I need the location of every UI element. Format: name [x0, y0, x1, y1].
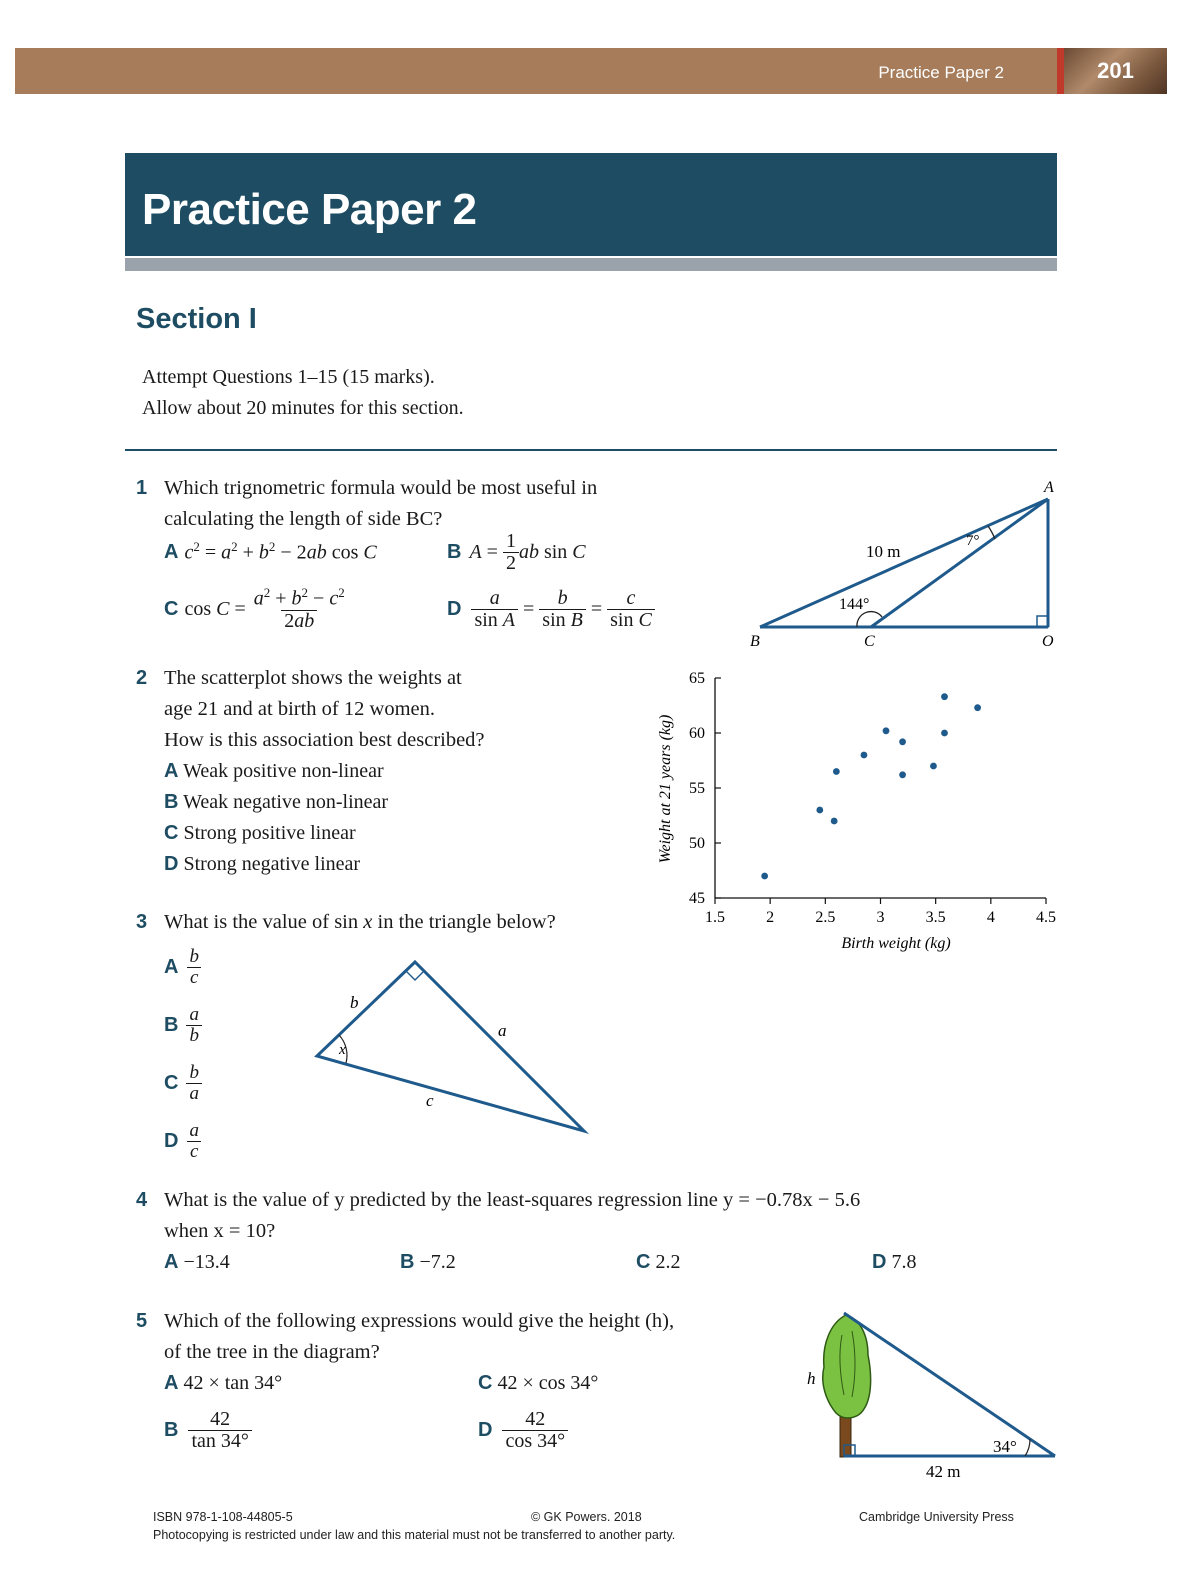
- angle-x-label: x: [339, 1042, 346, 1058]
- q5-option-b[interactable]: [164, 1404, 252, 1456]
- fraction-num: 42: [525, 1407, 546, 1430]
- base-label: 42 m: [926, 1462, 961, 1481]
- fraction-num: b: [189, 946, 199, 967]
- section-heading: Section I: [136, 303, 257, 335]
- question-number-3: 3: [136, 911, 148, 933]
- q4-option-c[interactable]: [636, 1251, 680, 1274]
- q3-text-var: x: [363, 911, 373, 933]
- angle-c-label: 144°: [839, 596, 870, 613]
- option-text: 7.8: [891, 1251, 917, 1273]
- right-angle-marker: [406, 962, 424, 980]
- vertex-b-label: B: [750, 633, 760, 650]
- fraction-den: c: [187, 967, 201, 988]
- option-fraction: [188, 1409, 251, 1452]
- footer-isbn: ISBN 978-1-108-44805-5: [153, 1510, 293, 1524]
- hypotenuse: [844, 1313, 1055, 1456]
- header-separator: [1057, 48, 1064, 94]
- q1-line-2: calculating the length of side BC?: [164, 508, 443, 530]
- q1-option-a[interactable]: [164, 530, 377, 574]
- vertex-o-label: O: [1042, 633, 1054, 650]
- fraction-num: a: [189, 1004, 199, 1025]
- x-tick-label: 4.5: [1036, 909, 1056, 926]
- scatter-axes: [689, 670, 1056, 926]
- side-b-label: b: [350, 993, 359, 1012]
- angle-arc: [1025, 1439, 1030, 1456]
- q2-option-c[interactable]: [164, 822, 356, 845]
- option-letter: D: [478, 1418, 493, 1441]
- section-divider: [125, 449, 1057, 451]
- side-ba: [760, 499, 1048, 627]
- option-letter: D: [164, 853, 179, 875]
- question-number-4: 4: [136, 1189, 148, 1211]
- q1-line-1: Which trignometric formula would be most useful in: [164, 477, 598, 499]
- angle-arc-a: [988, 526, 995, 539]
- x-tick-label: 2.5: [815, 909, 836, 926]
- q1-triangle-diagram: [740, 470, 1070, 660]
- scatter-point: [974, 704, 981, 711]
- option-letter: B: [164, 1013, 179, 1036]
- fraction-den: b: [186, 1025, 202, 1046]
- option-text: 42 × tan 34°: [183, 1372, 283, 1394]
- q2-line-2: age 21 and at birth of 12 women.: [164, 698, 435, 720]
- option-letter: A: [164, 540, 179, 563]
- option-letter: D: [872, 1251, 887, 1273]
- angle-a-label: 7°: [966, 533, 980, 549]
- formula-cosine-inverse: cos C = $\frac{a^2 + b^2 - c^2}{2ab}$: [184, 585, 345, 632]
- side-c-label: c: [426, 1091, 434, 1110]
- q5-option-d[interactable]: [478, 1404, 568, 1456]
- x-tick-label: 3: [876, 909, 885, 926]
- scatter-point: [899, 771, 906, 778]
- scatter-points: [761, 693, 981, 879]
- y-tick-label: 65: [689, 670, 705, 687]
- scatter-point: [761, 873, 768, 880]
- question-number-2: 2: [136, 667, 148, 689]
- formula-area: A = $\frac{1}{2}$ ab sin C: [469, 529, 586, 574]
- q3-triangle-diagram: [300, 950, 600, 1145]
- footer-note: Photocopying is restricted under law and this material must not be transferred to another party.: [153, 1528, 676, 1542]
- q3-line-1: [164, 907, 556, 938]
- q3-option-a[interactable]: [164, 947, 202, 988]
- option-text: −13.4: [183, 1251, 230, 1273]
- q2-option-a[interactable]: [164, 760, 384, 783]
- page-number: 201: [1097, 58, 1134, 83]
- option-fraction: [502, 1409, 568, 1452]
- option-text: Weak positive non-linear: [183, 760, 384, 782]
- option-letter: A: [164, 1372, 179, 1394]
- scatter-point: [883, 727, 890, 734]
- option-letter: B: [400, 1251, 415, 1273]
- option-letter: C: [478, 1372, 493, 1394]
- option-letter: A: [164, 1251, 179, 1273]
- intro-line-1: Attempt Questions 1–15 (15 marks).: [142, 366, 435, 388]
- q4-line-1: What is the value of y predicted by the least-squares regression line y = −0.78x − 5.6: [164, 1189, 861, 1211]
- option-letter: C: [164, 822, 179, 844]
- q3-option-b[interactable]: [164, 1005, 202, 1046]
- scatter-point: [941, 730, 948, 737]
- q5-option-c[interactable]: [478, 1372, 598, 1395]
- option-text: Weak negative non-linear: [183, 791, 389, 813]
- height-label: h: [807, 1369, 816, 1388]
- scatter-point: [899, 738, 906, 745]
- side-length-label: 10 m: [866, 542, 901, 561]
- q2-option-d[interactable]: [164, 853, 360, 876]
- option-letter: B: [164, 791, 179, 813]
- q3-text-pre: What is the value of sin: [164, 911, 364, 933]
- option-fraction: [186, 1063, 202, 1104]
- option-letter: C: [164, 597, 179, 620]
- q4-option-b[interactable]: [400, 1251, 456, 1274]
- scatter-point: [941, 693, 948, 700]
- q2-line-3: How is this association best described?: [164, 729, 485, 751]
- angle-arc-c: [857, 612, 882, 627]
- q2-option-b[interactable]: [164, 791, 388, 814]
- vertex-c-label: C: [864, 633, 875, 650]
- x-tick-label: 4: [986, 909, 995, 926]
- option-letter: B: [447, 540, 462, 563]
- formula-cosine-rule: $c^2 = a^2 + b^2 - 2ab$ cos C: [184, 539, 377, 564]
- option-letter: C: [164, 1071, 179, 1094]
- option-text: Strong positive linear: [183, 822, 356, 844]
- y-axis-label: Weight at 21 years (kg): [657, 714, 674, 864]
- triangle: [317, 962, 584, 1131]
- q1-option-d[interactable]: [447, 582, 655, 636]
- option-fraction: [186, 1005, 202, 1046]
- y-tick-label: 60: [689, 725, 705, 742]
- option-text: −7.2: [419, 1251, 456, 1273]
- tree-foliage: [823, 1315, 871, 1418]
- fraction-num: 42: [210, 1407, 231, 1430]
- side-a-label: a: [498, 1021, 507, 1040]
- title-underline: [125, 258, 1057, 271]
- x-tick-label: 3.5: [925, 909, 946, 926]
- q4-line-2: when x = 10?: [164, 1220, 276, 1242]
- x-tick-label: 2: [766, 909, 775, 926]
- x-tick-label: 1.5: [705, 909, 725, 926]
- q5-line-1: Which of the following expressions would give the height (h),: [164, 1310, 675, 1332]
- vertex-a-label: A: [1044, 479, 1054, 496]
- option-text: 42 × cos 34°: [497, 1372, 599, 1394]
- q1-option-b[interactable]: [447, 526, 586, 578]
- q3-option-d[interactable]: [164, 1121, 202, 1162]
- fraction-den: tan 34°: [188, 1430, 251, 1452]
- footer-copyright: © GK Powers. 2018: [531, 1510, 642, 1524]
- option-fraction: [186, 947, 202, 988]
- formula-sine-rule: $\frac{a}{\text{sin A}}$ = $\frac{b}{\text{sin B}}$ = $\frac{c}{\text{sin C}}$: [471, 588, 654, 631]
- option-letter: D: [164, 1129, 179, 1152]
- option-letter: D: [447, 597, 462, 620]
- q5-option-a[interactable]: [164, 1372, 282, 1395]
- scatter-point: [816, 807, 823, 814]
- fraction-den: c: [187, 1141, 201, 1162]
- scatter-point: [833, 768, 840, 775]
- option-letter: A: [164, 760, 179, 782]
- right-angle-marker: [1037, 616, 1048, 627]
- y-tick-label: 50: [689, 835, 705, 852]
- option-letter: C: [636, 1251, 651, 1273]
- footer-publisher: Cambridge University Press: [859, 1510, 1014, 1524]
- q5-tree-diagram: [800, 1305, 1065, 1485]
- scatterplot: [650, 662, 1070, 962]
- q4-option-d[interactable]: [872, 1251, 916, 1274]
- q2-line-1: The scatterplot shows the weights at: [164, 667, 462, 689]
- angle-label: 34°: [993, 1437, 1017, 1456]
- option-text: 2.2: [655, 1251, 681, 1273]
- fraction-den: cos 34°: [502, 1430, 568, 1452]
- q5-line-2: of the tree in the diagram?: [164, 1341, 380, 1363]
- q4-option-a[interactable]: [164, 1251, 230, 1274]
- side-ca: [871, 499, 1048, 627]
- option-letter: B: [164, 1418, 179, 1441]
- scatter-point: [831, 818, 838, 825]
- option-letter: A: [164, 955, 179, 978]
- option-text: Strong negative linear: [183, 853, 361, 875]
- intro-line-2: Allow about 20 minutes for this section.: [142, 397, 464, 419]
- question-number-1: 1: [136, 477, 148, 499]
- scatter-point: [930, 763, 937, 770]
- page-title: Practice Paper 2: [142, 185, 477, 234]
- running-title: Practice Paper 2: [878, 63, 1004, 82]
- y-tick-label: 45: [689, 890, 705, 907]
- scatter-point: [861, 752, 868, 759]
- option-fraction: [186, 1121, 202, 1162]
- question-number-5: 5: [136, 1310, 148, 1332]
- fraction-den: a: [186, 1083, 202, 1104]
- q3-option-c[interactable]: [164, 1063, 202, 1104]
- x-axis-label: Birth weight (kg): [841, 935, 951, 952]
- q3-text-post: in the triangle below?: [372, 911, 556, 933]
- fraction-num: b: [189, 1062, 199, 1083]
- y-tick-label: 55: [689, 780, 705, 797]
- q1-option-c[interactable]: [164, 580, 348, 638]
- fraction-num: a: [189, 1120, 199, 1141]
